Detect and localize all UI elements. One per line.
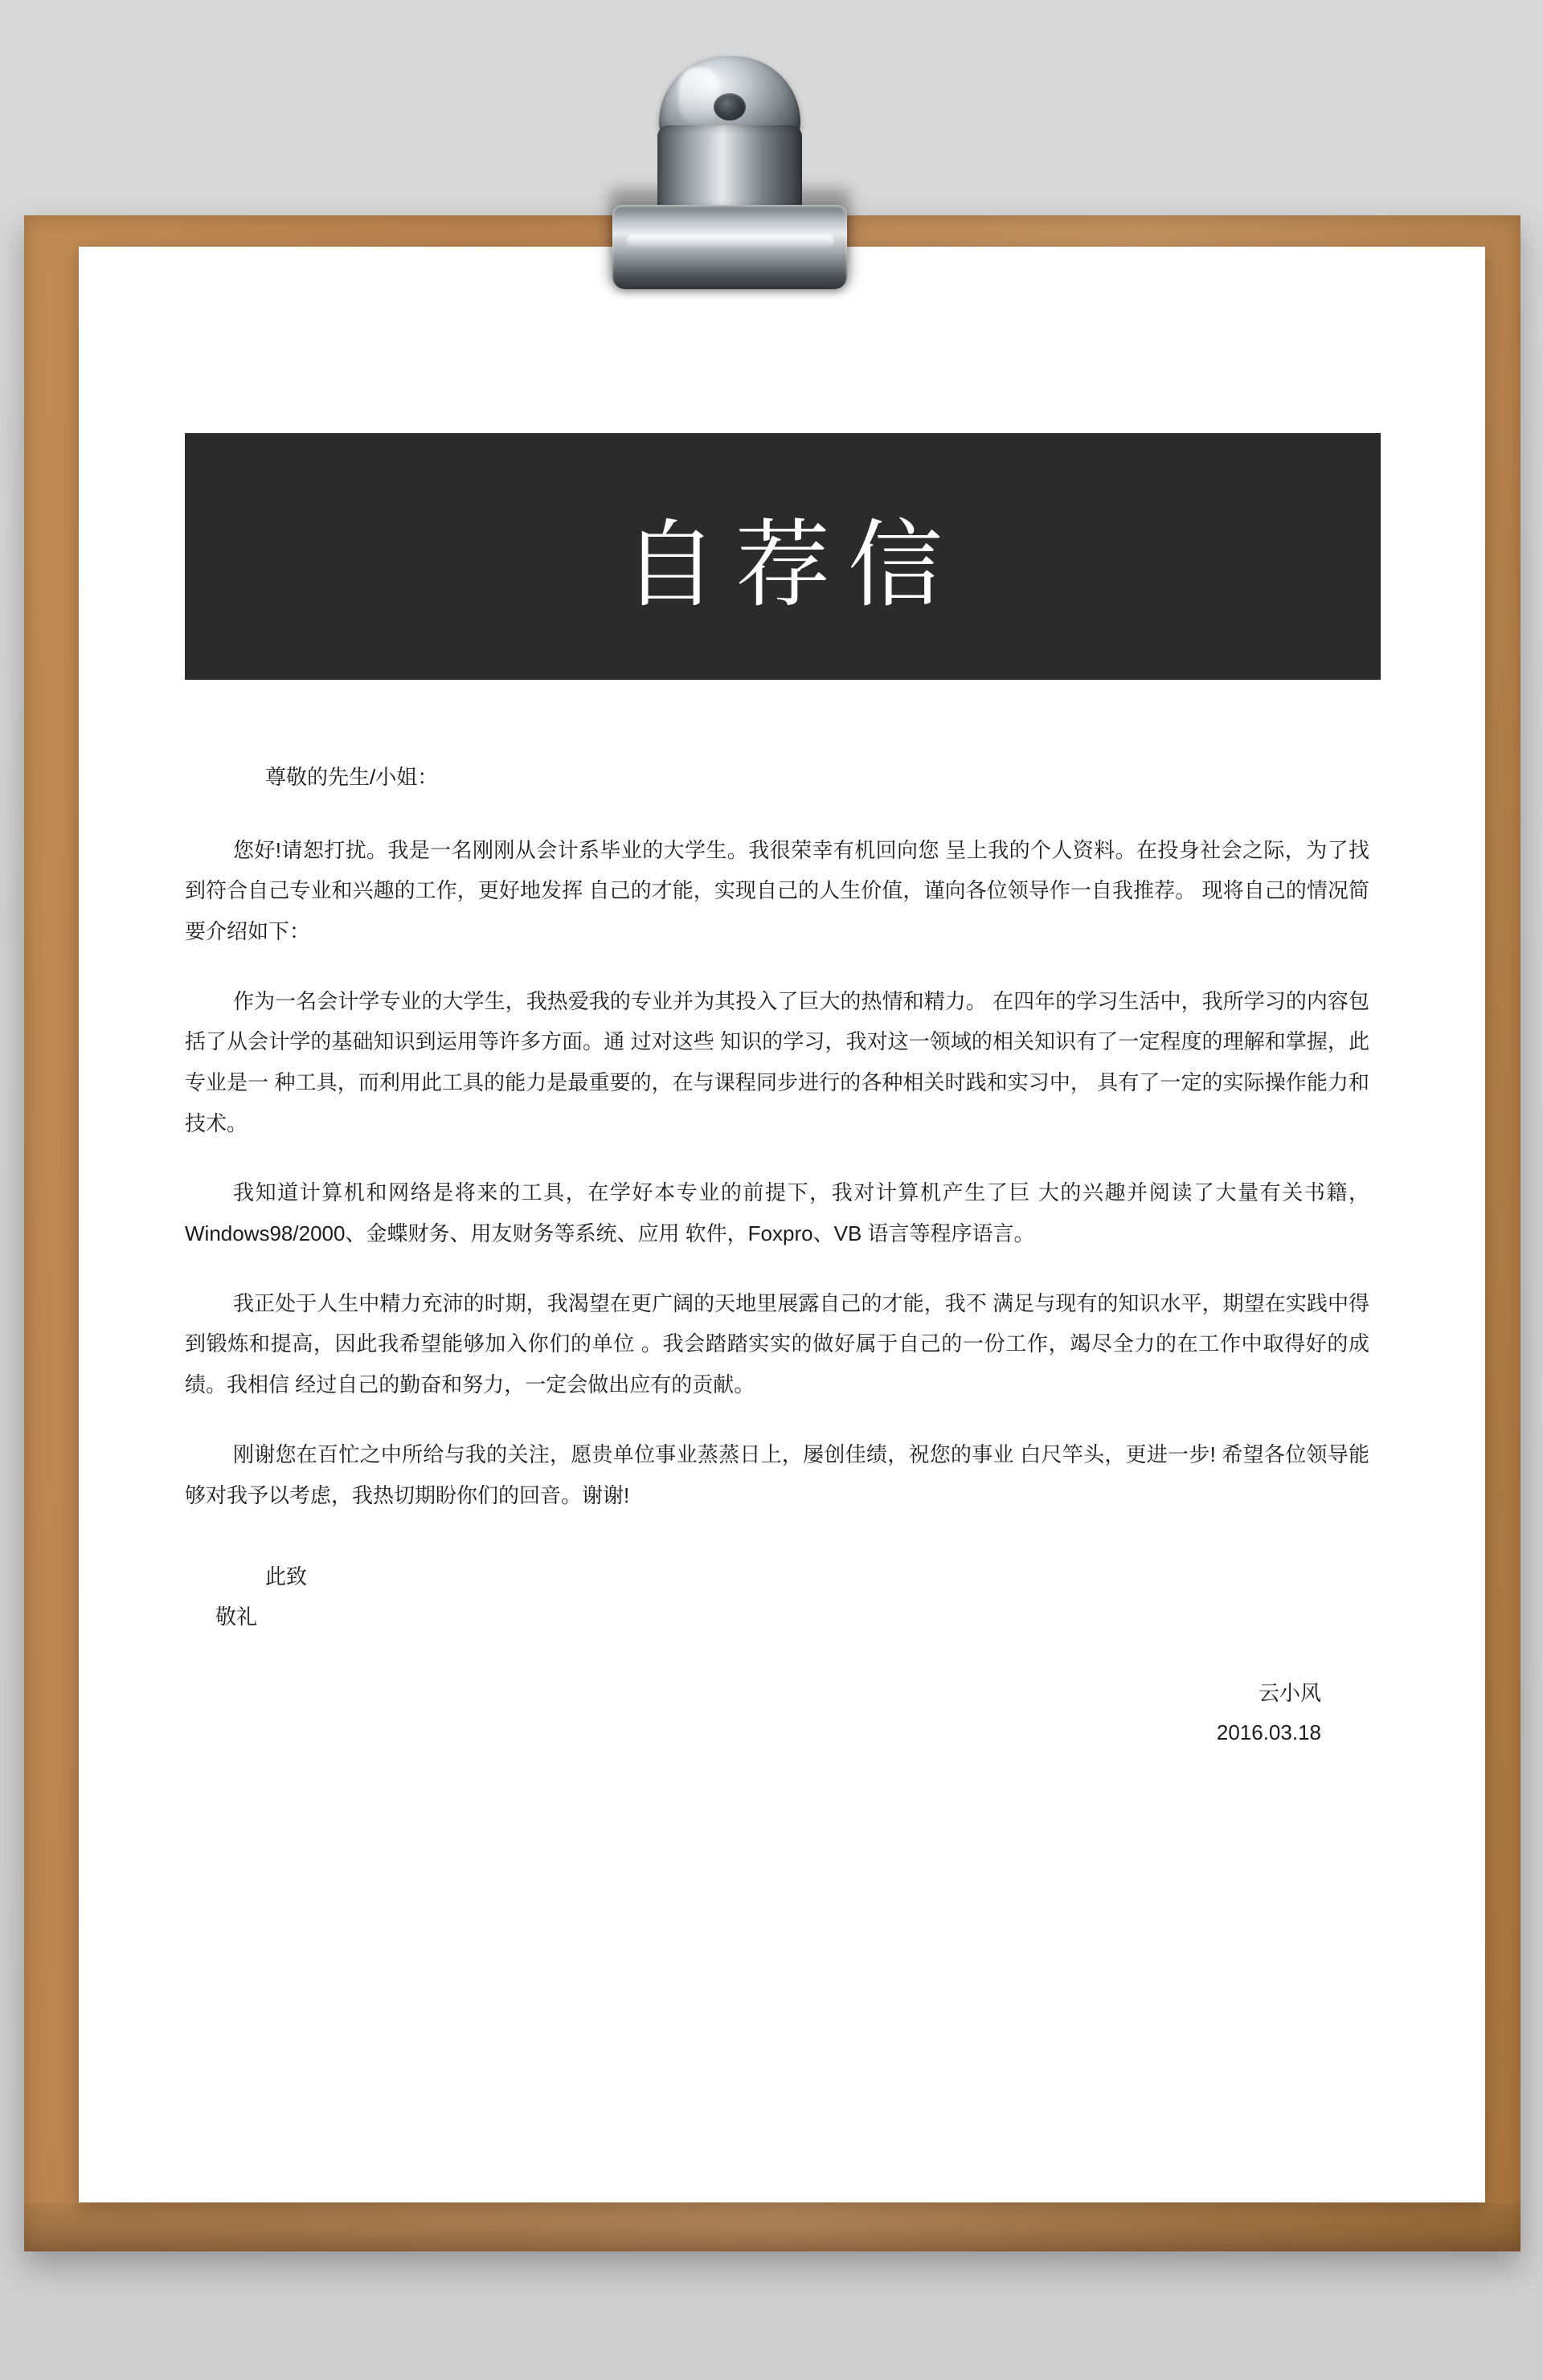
signature-block <box>185 1674 1385 1753</box>
clip-highlight <box>678 67 720 124</box>
binder-clip-icon <box>595 48 860 337</box>
clipboard-board <box>24 215 1520 2251</box>
signature-name: 云小风 <box>1258 1681 1321 1705</box>
clip-knob <box>714 93 746 121</box>
page-title: 自荐信 <box>622 509 960 620</box>
paragraph-1: 您好!请恕打扰。我是一名刚刚从会计系毕业的大学生。我很荣幸有机回向您 呈上我的个人资料。在投身社会之际，为了找到符合自己专业和兴趣的工作，更好地发挥 自己的才能，实现自己的人生价值，谨向各位领导作一自我推荐。 现将自己的情况简要介绍如下： <box>185 837 1369 943</box>
paragraph-5: 刚谢您在百忙之中所给与我的关注，愿贵单位事业蒸蒸日上，屡创佳绩，祝您的事业 白尺竿头，更进一步! 希望各位领导能够对我予以考虑，我热切期盼你们的回音。谢谢! <box>185 1441 1369 1507</box>
closing-line-1: 此致 <box>265 1564 308 1589</box>
closing-line-2: 敬礼 <box>215 1604 258 1629</box>
paragraph-3: 我知道计算机和网络是将来的工具，在学好本专业的前提下，我对计算机产生了巨 大的兴趣并阅读了大量有关书籍，Windows98/2000、金蝶财务、用友财务等系统、应用 软件，Foxpro、VB 语言等程序语言。 <box>185 1180 1369 1246</box>
clip-base-highlight <box>627 235 834 247</box>
letter-body <box>185 761 1385 1753</box>
paragraph-2: 作为一名会计学专业的大学生，我热爱我的专业并为其投入了巨大的热情和精力。 在四年的学习生活中，我所学习的内容包括了从会计学的基础知识到运用等许多方面。通 过对这些 知识的学习，我对这一领域的相关知识有了一定程度的理解和掌握，此专业是一 种工具，而利用此工具的能力是最重要的，在与课程同步进行的各种相关时践和实习中， 具有了一定的实际操作能力和技术。 <box>185 988 1369 1135</box>
title-banner <box>185 433 1381 680</box>
closing-block <box>185 1557 1385 1637</box>
salutation: 尊敬的先生/小姐： <box>265 765 439 789</box>
letter-document <box>79 247 1485 2202</box>
paragraph-4: 我正处于人生中精力充沛的时期，我渴望在更广阔的天地里展露自己的才能，我不 满足与现有的知识水平，期望在实践中得到锻炼和提高，因此我希望能够加入你们的单位 。我会踏踏实实的做好属于自己的一份工作，竭尽全力的在工作中取得好的成绩。我相信 经过自己的勤奋和努力，一定会做出应有的贡献。 <box>185 1290 1369 1397</box>
letter-paper <box>79 247 1485 2202</box>
signature-date: 2016.03.18 <box>1216 1720 1321 1745</box>
board-bottom-edge <box>24 2203 1520 2251</box>
